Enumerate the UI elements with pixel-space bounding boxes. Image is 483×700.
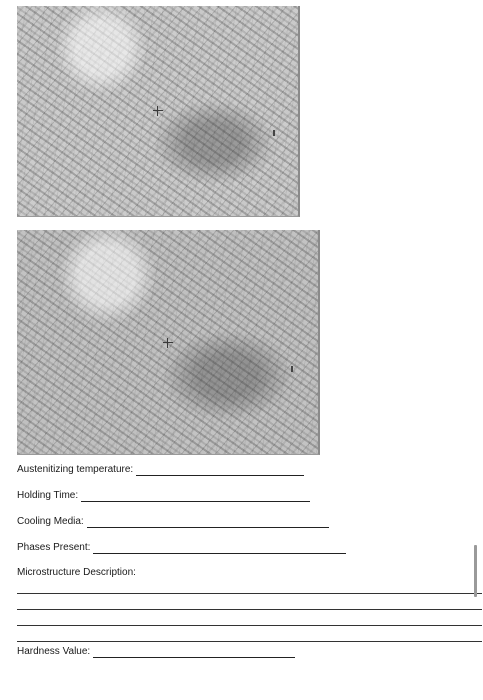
description-line-4[interactable] <box>17 641 482 642</box>
scrollbar-thumb[interactable] <box>474 545 477 597</box>
scale-tick-mark <box>273 130 275 136</box>
austenitizing-temperature-label: Austenitizing temperature: <box>17 464 134 475</box>
cooling-media-label: Cooling Media: <box>17 516 84 527</box>
phases-present-blank[interactable] <box>93 543 346 554</box>
austenitizing-temperature-field <box>17 464 304 476</box>
holding-time-blank[interactable] <box>81 491 310 502</box>
description-line-2[interactable] <box>17 609 482 610</box>
phases-present-field <box>17 542 346 554</box>
crosshair-mark <box>163 338 173 348</box>
austenitizing-temperature-blank[interactable] <box>136 465 304 476</box>
scale-tick-mark <box>291 366 293 372</box>
crosshair-mark <box>153 106 163 116</box>
description-line-3[interactable] <box>17 625 482 626</box>
cooling-media-field <box>17 516 329 528</box>
microstructure-description-label: Microstructure Description: <box>17 567 136 578</box>
holding-time-label: Holding Time: <box>17 490 79 501</box>
micrograph-image-top <box>17 6 300 217</box>
hardness-value-label: Hardness Value: <box>17 646 91 657</box>
microstructure-description-field <box>17 567 136 579</box>
cooling-media-blank[interactable] <box>87 517 329 528</box>
micrograph-image-bottom <box>17 230 320 455</box>
description-line-1[interactable] <box>17 593 482 594</box>
phases-present-label: Phases Present: <box>17 542 91 553</box>
hardness-value-field <box>17 646 295 658</box>
holding-time-field <box>17 490 310 502</box>
hardness-value-blank[interactable] <box>93 647 295 658</box>
